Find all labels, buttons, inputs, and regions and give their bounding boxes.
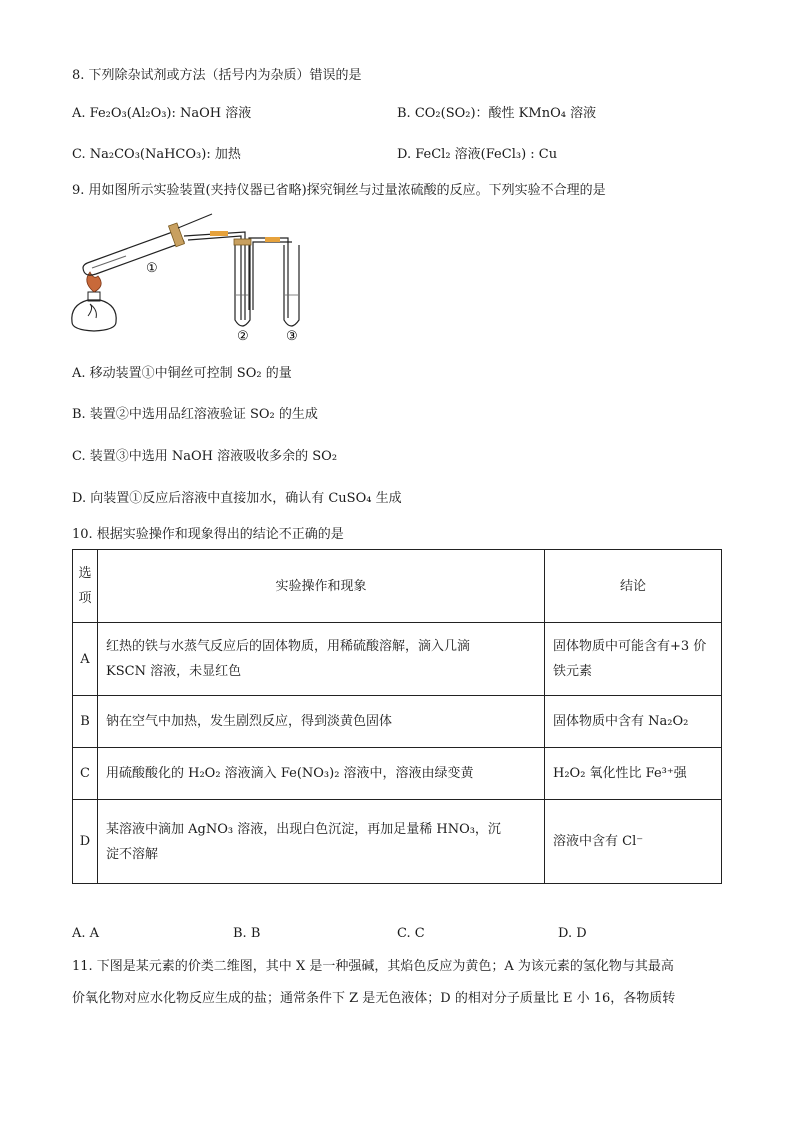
header-option: 选 项 <box>73 550 98 623</box>
q10-answer-c: C. C <box>397 926 425 941</box>
label-3: ③ <box>286 329 298 344</box>
q9-stem: 9. 用如图所示实验装置(夹持仪器已省略)探究铜丝与过量浓硫酸的反应。下列实验不合理的是 <box>72 183 606 198</box>
alcohol-lamp <box>72 272 116 331</box>
q9-option-d: D. 向装置①反应后溶液中直接加水，确认有 CuSO₄ 生成 <box>72 491 402 506</box>
q10-answer-a: A. A <box>72 926 100 941</box>
q11-line2: 价氧化物对应水化物反应生成的盐；通常条件下 Z 是无色液体；D 的相对分子质量比 E 小 16，各物质转 <box>72 991 676 1006</box>
apparatus-diagram <box>60 200 320 345</box>
header-operation: 实验操作和现象 <box>98 550 545 623</box>
table-row: B 钠在空气中加热，发生剧烈反应，得到淡黄色固体 固体物质中含有 Na₂O₂ <box>73 696 722 748</box>
q9-option-b: B. 装置②中选用品红溶液验证 SO₂ 的生成 <box>72 407 318 422</box>
header-conclusion: 结论 <box>545 550 722 623</box>
q10-stem: 10. 根据实验操作和现象得出的结论不正确的是 <box>72 527 344 542</box>
table-row: A 红热的铁与水蒸气反应后的固体物质，用稀硫酸溶解，滴入几滴 KSCN 溶液，未显红色 固体物质中可能含有+3 价 铁元素 <box>73 623 722 696</box>
q11-line1: 11. 下图是某元素的价类二维图，其中 X 是一种强碱，其焰色反应为黄色；A 为该元素的氢化物与其最高 <box>72 959 674 974</box>
table-header-row <box>73 550 722 623</box>
q10-table <box>72 549 722 884</box>
q9-option-c: C. 装置③中选用 NaOH 溶液吸收多余的 SO₂ <box>72 449 338 464</box>
q8-option-d: D. FeCl₂ 溶液(FeCl₃) : Cu <box>397 147 558 162</box>
test-tube-3 <box>284 245 299 326</box>
table-row: D 某溶液中滴加 AgNO₃ 溶液，出现白色沉淀，再加足量稀 HNO₃，沉 淀不溶解 溶液中含有 Cl⁻ <box>73 800 722 884</box>
label-1: ① <box>146 261 158 276</box>
q10-answer-b: B. B <box>233 926 261 941</box>
label-2: ② <box>237 329 249 344</box>
q10-answer-d: D. D <box>558 926 587 941</box>
q8-option-c: C. Na₂CO₃(NaHCO₃): 加热 <box>72 147 241 162</box>
q9-option-a: A. 移动装置①中铜丝可控制 SO₂ 的量 <box>72 366 292 381</box>
table-row: C 用硫酸酸化的 H₂O₂ 溶液滴入 Fe(NO₃)₂ 溶液中，溶液由绿变黄 H₂O₂ 氧化性比 Fe³⁺强 <box>73 748 722 800</box>
q8-option-a: A. Fe₂O₃(Al₂O₃): NaOH 溶液 <box>72 106 252 121</box>
q8-option-b: B. CO₂(SO₂)：酸性 KMnO₄ 溶液 <box>397 106 597 121</box>
q8-stem: 8. 下列除杂试剂或方法（括号内为杂质）错误的是 <box>72 68 362 83</box>
